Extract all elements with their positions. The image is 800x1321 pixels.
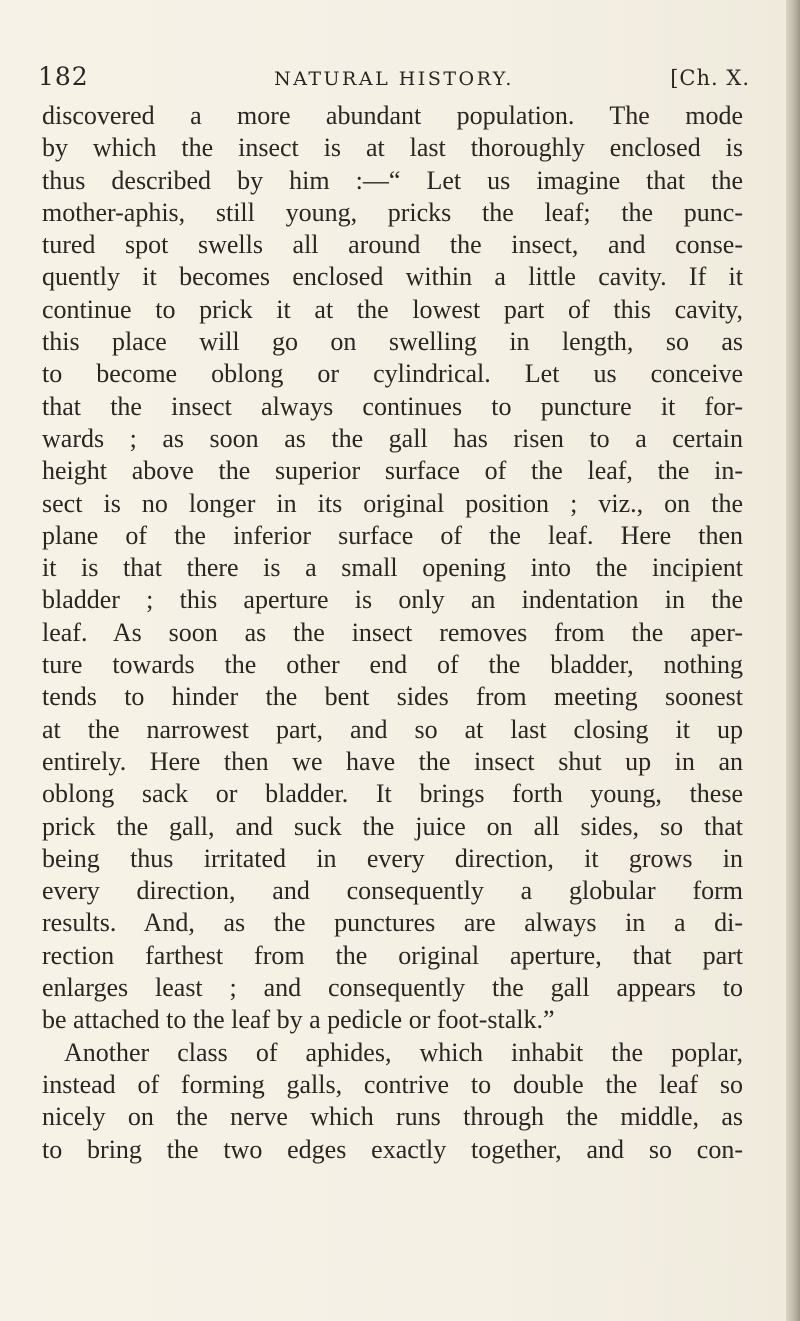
text-line: thus described by him :—“ Let us imagine that the [42, 165, 743, 195]
page-number: 182 [38, 62, 89, 91]
text-line: being thus irritated in every direction, it grows in [42, 843, 743, 873]
page-edge [786, 0, 800, 1321]
body-text [42, 100, 743, 1166]
text-line: that the insect always continues to puncture it for- [42, 391, 743, 421]
text-line: tends to hinder the bent sides from meeting soonest [42, 682, 743, 712]
text-line: continue to prick it at the lowest part of this cavity, [42, 294, 743, 324]
text-line: plane of the inferior surface of the leaf. Here then [42, 520, 743, 550]
text-line: enlarges least ; and consequently the gall appears to [42, 973, 743, 1003]
text-line: bladder ; this aperture is only an indentation in the [42, 585, 743, 615]
running-title: NATURAL HISTORY. [274, 68, 514, 90]
text-line: mother-aphis, still young, pricks the leaf; the punc- [42, 197, 743, 227]
text-line: discovered a more abundant population. The mode [42, 101, 743, 130]
text-line: rection farthest from the original aperture, that part [42, 940, 743, 970]
text-line: tured spot swells all around the insect, and conse- [42, 230, 743, 260]
text-line: results. And, as the punctures are always in a di- [42, 908, 743, 938]
text-line: instead of forming galls, contrive to double the leaf so [42, 1069, 743, 1099]
text-line: be attached to the leaf by a pedicle or foot-stalk.” [42, 1005, 555, 1035]
text-line: quently it becomes enclosed within a little cavity. If it [42, 262, 743, 292]
text-line: height above the superior surface of the leaf, the in- [42, 456, 743, 486]
text-line: oblong sack or bladder. It brings forth young, these [42, 779, 743, 809]
chapter-label: [Ch. X. [670, 66, 750, 90]
text-line: to bring the two edges exactly together, and so con- [42, 1134, 743, 1164]
text-line: wards ; as soon as the gall has risen to a certain [42, 423, 743, 453]
text-line: this place will go on swelling in length, so as [42, 327, 743, 357]
text-line: nicely on the nerve which runs through the middle, as [42, 1102, 743, 1132]
text-line: to become oblong or cylindrical. Let us conceive [42, 359, 743, 389]
running-header [38, 60, 750, 94]
text-line: ture towards the other end of the bladder, nothing [42, 650, 743, 680]
text-line: sect is no longer in its original position ; viz., on the [42, 488, 743, 518]
text-line: leaf. As soon as the insect removes from the aper- [42, 617, 743, 647]
text-line: entirely. Here then we have the insect shut up in an [42, 746, 743, 776]
text-line: at the narrowest part, and so at last closing it up [42, 714, 743, 744]
text-line: by which the insect is at last thoroughly enclosed is [42, 133, 743, 163]
text-line: it is that there is a small opening into the incipient [42, 553, 743, 583]
text-line: Another class of aphides, which inhabit the poplar, [64, 1037, 743, 1067]
text-line: every direction, and consequently a globular form [42, 876, 743, 906]
text-line: prick the gall, and suck the juice on all sides, so that [42, 811, 743, 841]
